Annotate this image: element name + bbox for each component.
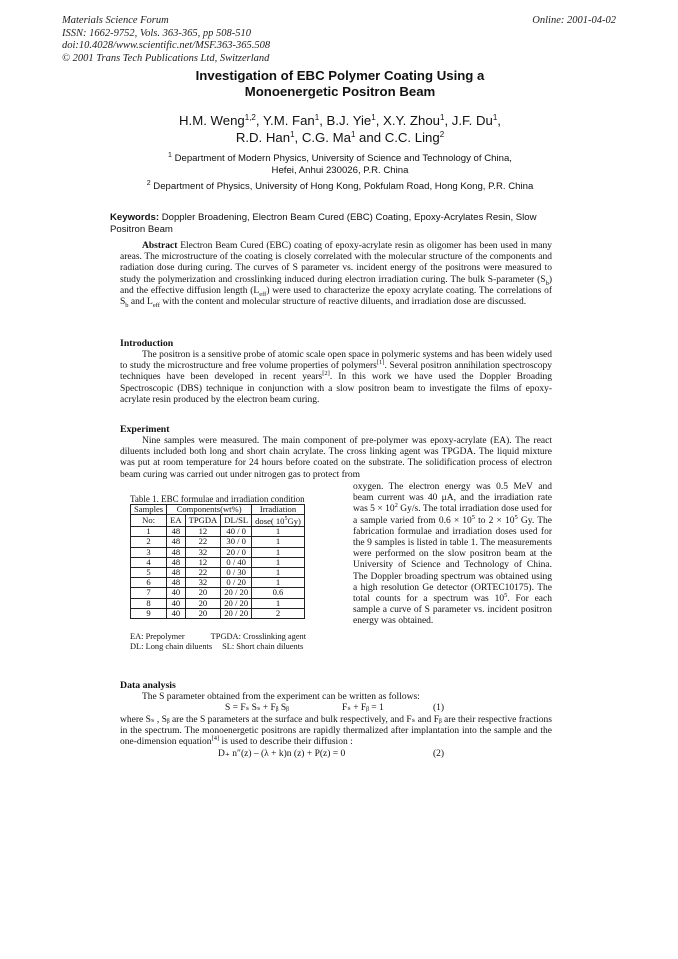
online-date: Online: 2001-04-02	[532, 15, 616, 26]
journal-header	[62, 15, 270, 65]
table-note-2	[130, 642, 303, 651]
abstract-label: Abstract	[142, 241, 178, 251]
cell: 40	[167, 608, 185, 618]
cell: 20 / 0	[221, 547, 252, 557]
author-aff: 1	[492, 113, 498, 122]
keywords	[110, 212, 570, 235]
exp-text: Gy. The fabrication formulae and irradiation doses used for the 9 samples is listed in table 1. The measurements were performed on the slow positron beam at the University of Science and Technology of China. The Doppler broading spectrum was obtained using a high resolution Ge detector (ORTEC10175). The total counts for a spectrum was 10	[353, 515, 553, 605]
sup: 5	[514, 513, 518, 521]
formulae-table	[130, 504, 305, 619]
cell: 1	[252, 527, 305, 537]
abstract-text: and L	[128, 297, 153, 308]
author-aff: 2	[439, 130, 445, 139]
cell: 40	[167, 588, 185, 598]
cell: 20 / 20	[221, 608, 252, 618]
cell: 1	[131, 527, 167, 537]
equation-1-number: (1)	[433, 703, 445, 713]
cell: 3	[131, 547, 167, 557]
author: , J.F. Du	[444, 113, 493, 128]
data-analysis-intro	[120, 692, 552, 703]
cell: 1	[252, 547, 305, 557]
author-aff: 1	[314, 113, 320, 122]
sub: b	[125, 301, 129, 309]
cell: 48	[167, 537, 185, 547]
intro-heading: Introduction	[120, 338, 174, 349]
th-tpgda: TPGDA	[185, 515, 221, 527]
cell: 22	[185, 537, 221, 547]
cell: 9	[131, 608, 167, 618]
table-row	[131, 527, 305, 537]
sub: b	[545, 279, 549, 287]
cell: 40	[167, 598, 185, 608]
author-aff: 1	[440, 113, 445, 122]
table-row	[131, 537, 305, 547]
aff-text-2: Hefei, Anhui 230026, P.R. China	[271, 165, 409, 176]
aff-text: Department of Physics, University of Hong Kong, Pokfulam Road, Hong Kong, P.R. China	[150, 181, 534, 192]
sup: 5	[504, 591, 508, 599]
author-aff: 1	[371, 113, 376, 122]
author-aff: 1,2	[244, 113, 256, 122]
cell: 2	[252, 608, 305, 618]
cell: 1	[252, 537, 305, 547]
paper-title	[120, 68, 560, 100]
cell: 0 / 20	[221, 578, 252, 588]
abstract-text: with the content and molecular structure of reactive diluents, and irradiation dose are discussed.	[159, 297, 527, 308]
th-dose	[252, 515, 305, 527]
aff-marker: 1	[168, 152, 172, 159]
cell: 6	[131, 578, 167, 588]
author: , Y.M. Fan	[255, 113, 315, 128]
intro-text-part: The positron is a sensitive probe of atomic scale open space in polymeric systems and has been widely used to study the microstructure and free volume properties of polymers	[120, 350, 552, 372]
sub: eff	[259, 290, 267, 298]
cell: 32	[185, 578, 221, 588]
table-row	[131, 557, 305, 567]
data-analysis-text	[120, 715, 552, 749]
keywords-label: Keywords:	[110, 212, 160, 223]
sub: eff	[152, 301, 160, 309]
table-caption: Table 1. EBC formulae and irradiation condition	[130, 494, 305, 504]
author: , C.G. Ma	[294, 130, 351, 145]
cell: 12	[185, 557, 221, 567]
cell: 48	[167, 527, 185, 537]
cell: 48	[167, 547, 185, 557]
exp-text: Gy/s. The total irradiation dose used for a sample varied from 0.6 × 10	[353, 504, 552, 526]
author: , X.Y. Zhou	[375, 113, 440, 128]
abstract-text: ) and the effective diffusion length (L	[120, 274, 552, 296]
table-row	[131, 568, 305, 578]
th-irradiation: Irradiation	[252, 505, 305, 515]
citation[interactable]: [1]	[376, 359, 385, 367]
cell: 1	[252, 598, 305, 608]
cell: 22	[185, 568, 221, 578]
cell: 20 / 20	[221, 588, 252, 598]
author-aff: 1	[350, 130, 356, 139]
exp-text: . For each sample a curve of S parameter vs. incident positron energy was obtained.	[353, 594, 552, 627]
cell: 48	[167, 578, 185, 588]
th-components: Components(wt%)	[167, 505, 252, 515]
cell: 2	[131, 537, 167, 547]
experiment-heading: Experiment	[120, 424, 170, 435]
cell: 20	[185, 608, 221, 618]
journal-name: Materials Science Forum	[62, 15, 169, 26]
da-text: The S parameter obtained from the experiment can be written as follows:	[142, 692, 420, 702]
author: and C.C. Ling	[355, 130, 440, 145]
abstract-text: Electron Beam Cured (EBC) coating of epoxy-acrylate resin as oligomer has been used in many areas. The microstructure of the coating is closely correlated with the molecular structure of the components and radiation dose during curing. The curves of S parameter vs. incident energy of the positrons were measured to study the polymerization and crosslinking induced during electron irradiation curing. The bulk S-parameter (S	[120, 241, 552, 285]
experiment-right-column	[353, 482, 552, 628]
affiliation-2	[80, 181, 600, 193]
cell: 7	[131, 588, 167, 598]
table-header-row	[131, 515, 305, 527]
cell: 30 / 0	[221, 537, 252, 547]
cell: 1	[252, 557, 305, 567]
doi-link[interactable]: doi:10.4028/www.scientific.net/MSF.363-365.508	[62, 40, 271, 51]
note-sl: SL: Short chain diluents	[222, 642, 304, 651]
intro-text-part: . In this work we have used the Doppler Broading Spectroscopic (DBS) technique in conjunction with a slow positron beam to investigate the films of epoxy-acrylate resin produced by the electron beam curing.	[120, 372, 553, 405]
table-row	[131, 598, 305, 608]
cell: 5	[131, 568, 167, 578]
experiment-text	[120, 436, 552, 481]
da-text: is used to describe their diffusion :	[219, 737, 353, 748]
table-row	[131, 547, 305, 557]
author-aff: 1	[290, 130, 295, 139]
title-line-2: Monoenergetic Positron Beam	[244, 84, 436, 99]
author: R.D. Han	[235, 130, 291, 145]
cell: 40 / 0	[221, 527, 252, 537]
sup: 2	[394, 502, 398, 510]
citation[interactable]: [2]	[322, 370, 330, 378]
data-analysis-heading: Data analysis	[120, 680, 176, 691]
table-row	[131, 578, 305, 588]
cell: 20	[185, 598, 221, 608]
th-ea: EA	[167, 515, 185, 527]
author: , B.J. Yie	[319, 113, 372, 128]
dose-pre: dose( 10	[255, 516, 285, 527]
table-row	[131, 608, 305, 618]
author-sep: ,	[497, 113, 501, 128]
equation-1b: Fₛ + Fᵦ = 1	[342, 703, 384, 713]
th-dlsl: DL/SL	[221, 515, 252, 527]
issn-line: ISSN: 1662-9752, Vols. 363-365, pp 508-510	[62, 27, 251, 39]
cell: 20 / 20	[221, 598, 252, 608]
abstract-text: ) were used to characterize the epoxy acrylate coating. The correlations of S	[120, 285, 552, 308]
aff-marker: 2	[146, 180, 151, 187]
th-samples: Samples	[131, 505, 167, 515]
cell: 4	[131, 557, 167, 567]
dose-post: Gy)	[287, 516, 301, 527]
exp-text: to 2 × 10	[475, 515, 515, 526]
citation[interactable]: [4]	[211, 735, 220, 743]
title-line-1: Investigation of EBC Polymer Coating Using a	[195, 68, 485, 83]
affiliation-1	[80, 153, 600, 177]
note-tpgda: TPGDA: Crosslinking agent	[210, 632, 307, 641]
cell: 12	[185, 527, 221, 537]
cell: 32	[185, 547, 221, 557]
cell: 48	[167, 557, 185, 567]
dose-sup: 5	[284, 516, 288, 523]
copyright-line: © 2001 Trans Tech Publications Ltd, Switzerland	[62, 52, 270, 64]
intro-text-part: . Several positron annihilation spectroscopy techniques have been developed in recent years	[120, 361, 552, 383]
experiment-text-part: Nine samples were measured. The main component of pre-polymer was epoxy-acrylate (EA). The react diluents included both long and short chain acrylate. The cross linking agent was TPGDA. The liquid mixture was put at room temperature for 24 hours before coated on the substrate. The solidification process of electron beam curing was carried out under nitrogen gas to protect from	[120, 436, 552, 480]
equation-1: S = Fₛ Sₛ + Fᵦ Sᵦ	[225, 703, 289, 713]
note-ea: EA: Prepolymer	[130, 632, 185, 641]
table-note-1	[130, 632, 306, 641]
table-header-row	[131, 505, 305, 515]
th-no: No:	[131, 515, 167, 527]
author-line-1	[100, 112, 580, 129]
cell: 0.6	[252, 588, 305, 598]
table-row	[131, 588, 305, 598]
intro-text	[120, 350, 552, 406]
cell: 0 / 40	[221, 557, 252, 567]
cell: 8	[131, 598, 167, 608]
equation-2: D₊ n″(z) – (λ + k)n (z) + P(z) = 0	[218, 749, 346, 759]
note-dl: DL: Long chain diluents	[130, 642, 213, 651]
author-line-2	[100, 129, 580, 146]
da-text: where Sₛ , Sᵦ are the S parameters at the surface and bulk respectively, and Fₛ and Fᵦ are their respective fractions in the spectrum. The monoenergetic positrons are rapidly thermalized after implantation into the sample and the one-dimension equation	[120, 715, 552, 748]
author: H.M. Weng	[179, 113, 245, 128]
cell: 1	[252, 568, 305, 578]
author-list	[100, 112, 580, 146]
cell: 0 / 30	[221, 568, 252, 578]
cell: 48	[167, 568, 185, 578]
cell: 20	[185, 588, 221, 598]
equation-2-number: (2)	[433, 749, 445, 759]
sup: 5	[471, 513, 476, 521]
abstract	[120, 241, 552, 308]
cell: 1	[252, 578, 305, 588]
keywords-text: Doppler Broadening, Electron Beam Cured (EBC) Coating, Epoxy-Acrylates Resin, Slow Positron Beam	[110, 212, 537, 235]
exp-text: oxygen. The electron energy was 0.5 MeV and beam current was 40 μA, and the irradiation rate was 5 × 10	[353, 482, 552, 515]
aff-text: Department of Modern Physics, University of Science and Technology of China,	[171, 153, 512, 164]
